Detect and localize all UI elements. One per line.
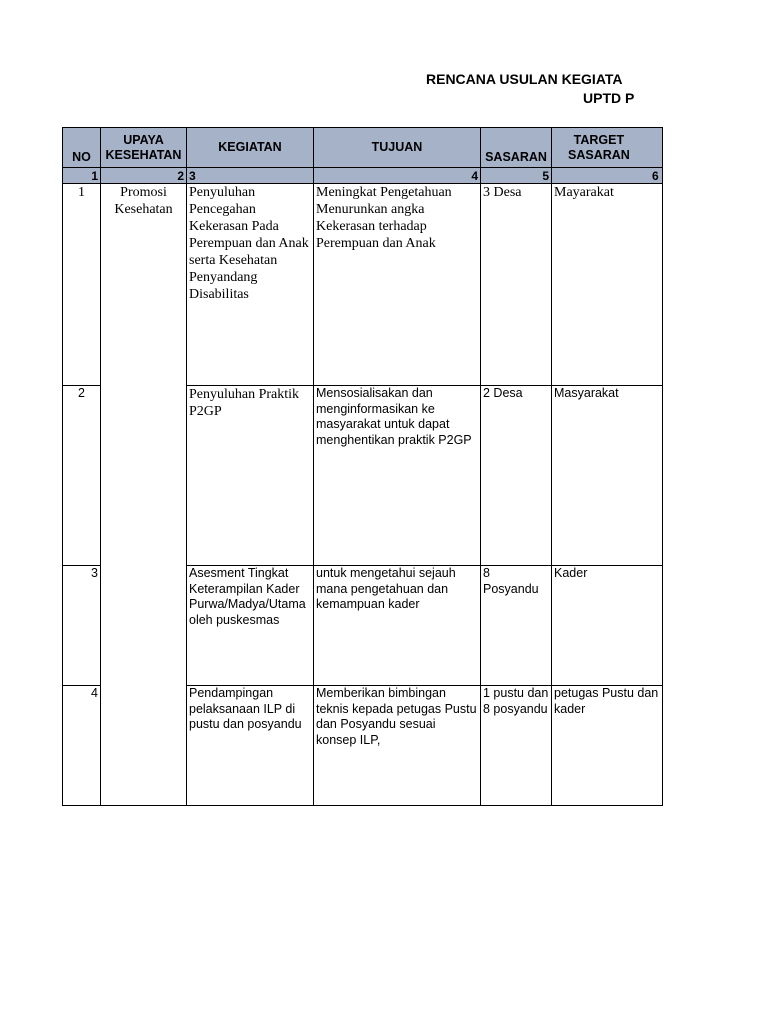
row-target: petugas Pustu dan kader [552,686,663,806]
row-tujuan: Memberikan bimbingan teknis kepada petugas Pustu dan Posyandu sesuai konsep ILP, [314,686,481,806]
row-kegiatan: Penyuluhan Praktik P2GP [187,386,314,566]
header-row [63,128,663,168]
header-tujuan: TUJUAN [314,128,481,168]
column-number-6: 6 [552,168,663,184]
row-no: 1 [63,184,101,386]
row-sasaran: 1 pustu dan 8 posyandu [481,686,552,806]
column-number-2: 2 [101,168,187,184]
document-title: RENCANA USULAN KEGIATA [426,71,623,87]
table-row [63,184,663,386]
row-tujuan: untuk mengetahui sejauh mana pengetahuan dan kemampuan kader [314,566,481,686]
row-sasaran: 2 Desa [481,386,552,566]
row-target: Masyarakat [552,386,663,566]
row-target: Mayarakat [552,184,663,386]
row-kegiatan: Asesment Tingkat Keterampilan Kader Purwa/Madya/Utama oleh puskesmas [187,566,314,686]
header-target-label: TARGET SASARAN [568,132,630,162]
row-target: Kader [552,566,663,686]
column-number-4: 4 [314,168,481,184]
row-no: 2 [63,386,101,566]
header-no: NO [63,128,101,168]
row-no: 3 [63,566,101,686]
column-number-5: 5 [481,168,552,184]
row-sasaran: 8 Posyandu [481,566,552,686]
column-number-3: 3 [187,168,314,184]
row-no: 4 [63,686,101,806]
header-target-sasaran [552,128,663,168]
header-sasaran: SASARAN [481,128,552,168]
row-tujuan: Mensosialisakan dan menginformasikan ke masyarakat untuk dapat menghentikan praktik P2GP [314,386,481,566]
header-upaya-label: UPAYA KESEHATAN [105,132,182,162]
column-number-row [63,168,663,184]
document-subtitle: UPTD P [583,90,635,106]
column-number-1: 1 [63,168,101,184]
header-upaya-kesehatan [101,128,187,168]
row-kegiatan: Penyuluhan Pencegahan Kekerasan Pada Perempuan dan Anak serta Kesehatan Penyandang Disabilitas [187,184,314,386]
header-kegiatan: KEGIATAN [187,128,314,168]
activity-plan-table-container [62,127,659,808]
activity-plan-table [62,127,663,806]
row-kegiatan: Pendampingan pelaksanaan ILP di pustu dan posyandu [187,686,314,806]
upaya-kesehatan-cell: Promosi Kesehatan [101,184,187,806]
row-sasaran: 3 Desa [481,184,552,386]
row-tujuan: Meningkat Pengetahuan Menurunkan angka Kekerasan terhadap Perempuan dan Anak [314,184,481,386]
